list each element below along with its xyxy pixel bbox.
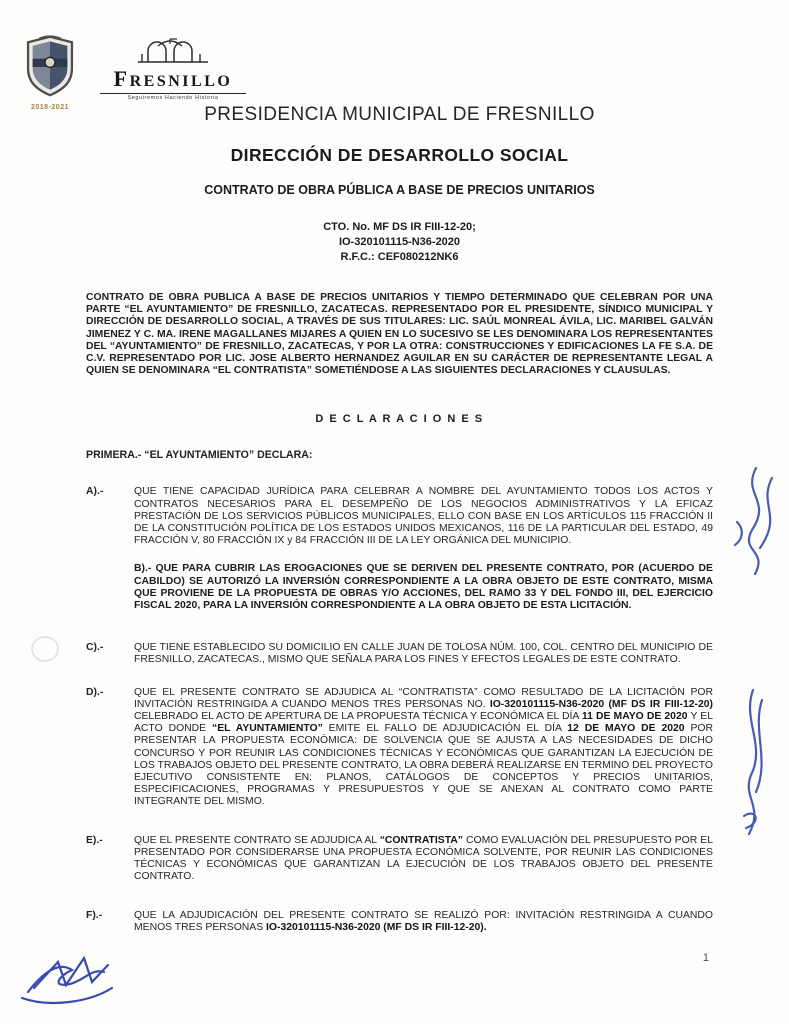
municipal-crest-logo — [22, 34, 78, 111]
declaration-item-a — [86, 486, 713, 547]
primera-heading: PRIMERA.- “EL AYUNTAMIENTO” DECLARA: — [86, 449, 313, 462]
contract-intro-paragraph: CONTRATO DE OBRA PUBLICA A BASE DE PRECIOS UNITARIOS Y TIEMPO DETERMINADO QUE CELEBRAN POR UNA PARTE “EL AYUNTAMIENTO” DE FRESNILLO, ZACATECAS. REPRESENTADO POR EL PRESIDENTE, SÍNDICO MUNICIPAL Y DIRECCIÓN DE DESARROLLO SOCIAL, A TRAVÉS DE SUS TITULARES: LIC. SAÚL MONREAL ÁVILA, LIC. MARIBEL GALVÁN JIMENEZ Y C. MA. IRENE MAGALLANES MIJARES A QUIEN EN LO SUCESIVO SE LES DENOMINARA LOS REPRESENTANTES DEL “AYUNTAMIENTO” DE FRESNILLO, ZACATECAS, Y POR LA OTRA: CONSTRUCCIONES Y EDIFICACIONES LA FE S.A. DE C.V. REPRESENTADO POR LIC. JOSE ALBERTO HERNANDEZ AGUILAR EN SU CARÁCTER DE REPRESENTANTE LEGAL A QUIEN SE DENOMINARA “EL CONTRATISTA” SOMETIÉNDOSE A LAS SIGUIENTES DECLARACIONES Y CLAUSULAS. — [86, 292, 713, 377]
declaration-label-f: F).- — [86, 909, 103, 921]
department-subtitle: DIRECCIÓN DE DESARROLLO SOCIAL — [230, 145, 569, 165]
declaration-label-d: D).- — [86, 686, 104, 698]
declaration-text-c: QUE TIENE ESTABLECIDO SU DOMICILIO EN CALLE JUAN DE TOLOSA NÚM. 100, COL. CENTRO DEL MUNICIPIO DE FRESNILLO, ZACATECAS., MISMO QUE SEÑALA PARA LOS FINES Y EFECTOS LEGALES DE ESTE CONTRATO. — [134, 642, 713, 666]
declaration-item-b — [86, 563, 713, 612]
document-content — [86, 0, 713, 934]
declaration-text-a: QUE TIENE CAPACIDAD JURÍDICA PARA CELEBRAR A NOMBRE DEL AYUNTAMIENTO TODOS LOS ACTOS Y CONTRATOS NECESARIOS PARA EL DESEMPEÑO DE LOS NEGOCIOS ADMINISTRATIVOS Y LA EFICAZ PRESTACIÓN DE LOS SERVICIOS PÚBLICOS MUNICIPALES, ELLO CON BASE EN LOS ARTÍCULOS 115 FRACCIÓN II DE LA CONSTITUCIÓN POLÍTICA DE LOS ESTADOS UNIDOS MEXICANOS, 116 DE LA PARTICULAR DEL ESTADO, 49 FRACCIÓN V, 80 FRACCIÓN IX y 84 FRACCIÓN III DE LA LEY ORGÁNICA DEL MUNICIPIO. — [134, 486, 713, 547]
contract-rfc-line: R.F.C.: CEF080212NK6 — [340, 251, 459, 263]
declaration-text-b: B).- QUE PARA CUBRIR LAS EROGACIONES QUE SE DERIVEN DEL PRESENTE CONTRATO, POR (ACUERDO DE CABILDO) SE AUTORIZÓ LA INVERSIÓN CORRESPONDIENTE A LA OBRA OBJETO DE ESTE CONTRATO, MISMA QUE PROVIENE DE LA PROPUESTA DE OBRAS Y/O ACCIONES, DEL RAMO 33 Y DEL FONDO III, DEL EJERCICIO FISCAL 2020, PARA LA INVERSIÓN CORRESPONDIENTE A LA OBRA OBJETO DE ESTA LICITACIÓN. — [134, 563, 713, 612]
declaration-text-f: QUE LA ADJUDICACIÓN DEL PRESENTE CONTRATO SE REALIZÓ POR: INVITACIÓN RESTRINGIDA A CUANDO MENOS TRES PERSONAS IO-320101115-N36-2020 (MF DS IR FIII-12-20). — [134, 909, 713, 933]
declaration-text-d: QUE EL PRESENTE CONTRATO SE ADJUDICA AL “CONTRATISTA” COMO RESULTADO DE LA LICITACIÓN POR INVITACIÓN RESTRINGIDA A CUANDO MENOS TRES PERSONAS NO. IO-320101115-N36-2020 (MF DS IR FIII-12-20) CELEBRADO EL ACTO DE APERTURA DE LA PROPUESTA TÉCNICA Y ECONÓMICA EL DÍA 11 DE MAYO DE 2020 Y EL ACTO DONDE “EL AYUNTAMIENTO” EMITE EL FALLO DE ADJUDICACIÓN EL DÍA 12 DE MAYO DE 2020 POR PRESENTAR LA PROPUESTA ECONÓMICA: DE SOLVENCIA QUE SE AJUSTA A LAS NECESIDADES DE DICHO CONCURSO Y POR REUNIR LAS CONDICIONES TÉCNICAS Y ECONÓMICAS QUE GARANTIZAN LA EJECUCIÓN DE LOS TRABAJOS OBJETO DEL PRESENTE CONTRATO, LA OBRA DEBERÁ REALIZARSE EN TERMINO DEL PROYECTO EJECUTIVO CONSISTENTE EN: PLANOS, CATÁLOGOS DE CONCEPTOS Y PRECIOS UNITARIOS, ESPECIFICACIONES, PROGRAMAS Y PRESUPUESTOS Y QUE SE ANEXAN AL CONTRATO COMO PARTE INTEGRANTE DEL MISMO. — [134, 686, 714, 808]
ink-signature-bottom-left — [22, 958, 112, 1003]
contract-type-heading: CONTRATO DE OBRA PÚBLICA A BASE DE PRECIOS UNITARIOS — [204, 183, 595, 197]
contract-number-line-2: IO-320101115-N36-2020 — [338, 236, 461, 248]
declaration-item-f — [86, 910, 713, 934]
declaration-label-e: E).- — [86, 834, 103, 846]
ink-initials-lower — [744, 690, 762, 834]
page-number: 1 — [702, 952, 709, 964]
page-title: PRESIDENCIA MUNICIPAL DE FRESNILLO — [204, 104, 595, 125]
ink-initials-upper — [735, 468, 772, 574]
fresnillo-wordmark: FRESNILLO — [100, 69, 246, 94]
faint-stamp-circle — [32, 637, 58, 661]
declaration-label-a: A).- — [86, 486, 104, 498]
contract-number-line-1: CTO. No. MF DS IR FIII-12-20; — [323, 221, 476, 233]
declaration-text-e: QUE EL PRESENTE CONTRATO SE ADJUDICA AL “CONTRATISTA” COMO EVALUACIÓN DEL PRESUPUESTO POR EL PRESENTADO POR CONSIDERARSE UNA PROPUESTA ECONÓMICA SOLVENTE, POR REUNIR LAS CONDICIONES TÉCNICAS Y ECONÓMICAS QUE GARANTIZAN LA EJECUCIÓN DE LOS TRABAJOS OBJETO DEL PRESENTE CONTRATO. — [134, 834, 713, 883]
declaraciones-heading: D E C L A R A C I O N E S — [315, 413, 484, 426]
contract-number-block — [86, 220, 713, 265]
declaration-item-c — [86, 642, 713, 666]
crest-years-label: 2018-2021 — [31, 104, 69, 111]
declaration-item-d — [86, 687, 713, 809]
declaration-item-e — [86, 835, 713, 884]
declaration-label-c: C).- — [86, 642, 104, 654]
declaraciones-list — [86, 486, 713, 933]
fresnillo-tagline: Seguiremos Haciendo Historia — [127, 95, 219, 101]
municipal-crest-icon — [22, 85, 78, 102]
